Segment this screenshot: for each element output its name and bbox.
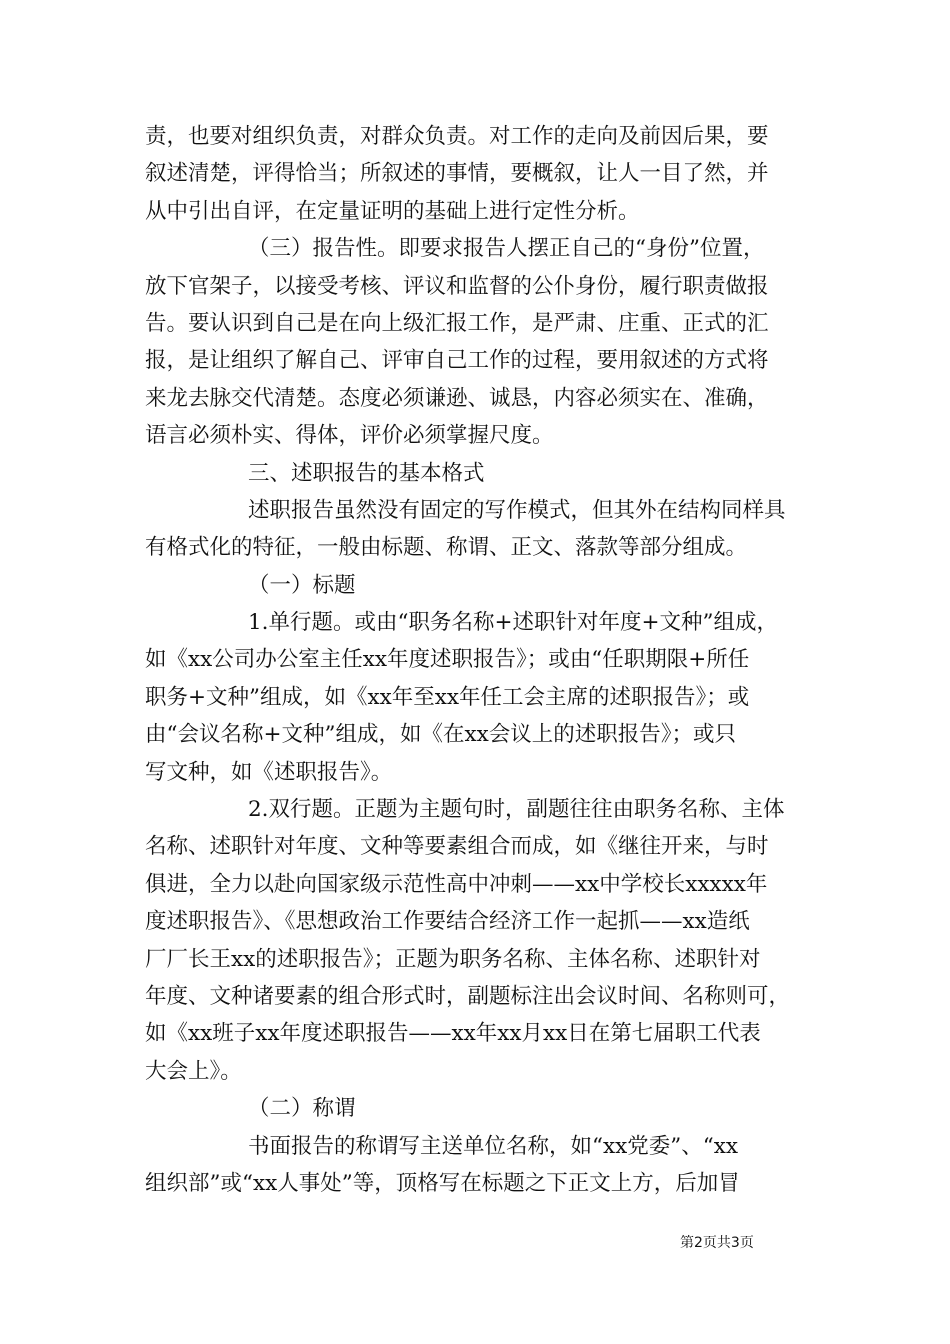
text-line: （三）报告性。即要求报告人摆正自己的“身份”位置， [248,236,765,262]
text-line: 俱进，全力以赴向国家级示范性高中冲刺——xx中学校长xxxxx年 [145,871,768,897]
text-line: 三、述职报告的基本格式 [248,460,485,486]
text-line: 从中引出自评，在定量证明的基础上进行定性分析。 [145,198,640,224]
text-line: 来龙去脉交代清楚。态度必须谦逊、诚恳，内容必须实在、准确， [145,385,769,411]
text-line: 责，也要对组织负责，对群众负责。对工作的走向及前因后果，要 [145,124,769,149]
text-line: 述职报告虽然没有固定的写作模式，但其外在结构同样具 [248,497,786,523]
page-number: 第2页共3页 [680,1235,754,1251]
text-line: （一）标题 [248,572,356,598]
text-line: 如《xx班子xx年度述职报告——xx年xx月xx日在第七届职工代表 [145,1021,761,1047]
text-line: 叙述清楚，评得恰当；所叙述的事情，要概叙，让人一目了然，并 [145,161,769,187]
text-line: 组织部”或“xx人事处”等，顶格写在标题之下正文上方，后加冒 [145,1170,740,1196]
text-line: 2.双行题。正题为主题句时，副题往往由职务名称、主体 [248,797,785,823]
text-line: 如《xx公司办公室主任xx年度述职报告》；或由“任职期限+所任 [145,647,750,673]
text-line: 写文种，如《述职报告》。 [145,759,393,785]
text-line: 放下官架子，以接受考核、评议和监督的公仆身份，履行职责做报 [145,273,769,299]
text-line: 报，是让组织了解自己、评审自己工作的过程，要用叙述的方式将 [145,348,769,374]
text-line: 名称、述职针对年度、文种等要素组合而成，如《继往开来，与时 [145,834,769,860]
text-line: （二）称谓 [248,1096,356,1122]
text-line: 度述职报告》、《思想政治工作要结合经济工作一起抓——xx造纸 [145,909,750,935]
text-line: 由“会议名称+文种”组成，如《在xx会议上的述职报告》；或只 [145,722,737,748]
text-line: 1.单行题。或由“职务名称+述职针对年度+文种”组成， [248,610,779,636]
text-line: 告。要认识到自己是在向上级汇报工作，是严肃、庄重、正式的汇 [145,310,769,336]
text-line: 职务+文种”组成，如《xx年至xx年任工会主席的述职报告》；或 [145,684,750,710]
text-line: 厂厂长王xx的述职报告》；正题为职务名称、主体名称、述职针对 [145,946,761,972]
text-line: 语言必须朴实、得体，评价必须掌握尺度。 [145,423,554,449]
text-line: 大会上》。 [145,1058,242,1084]
text-line: 年度、文种诸要素的组合形式时，副题标注出会议时间、名称则可， [145,983,791,1009]
text-line: 书面报告的称谓写主送单位名称，如“xx党委”、“xx [248,1133,738,1159]
text-line: 有格式化的特征，一般由标题、称谓、正文、落款等部分组成。 [145,535,748,561]
document-body [145,118,825,1202]
